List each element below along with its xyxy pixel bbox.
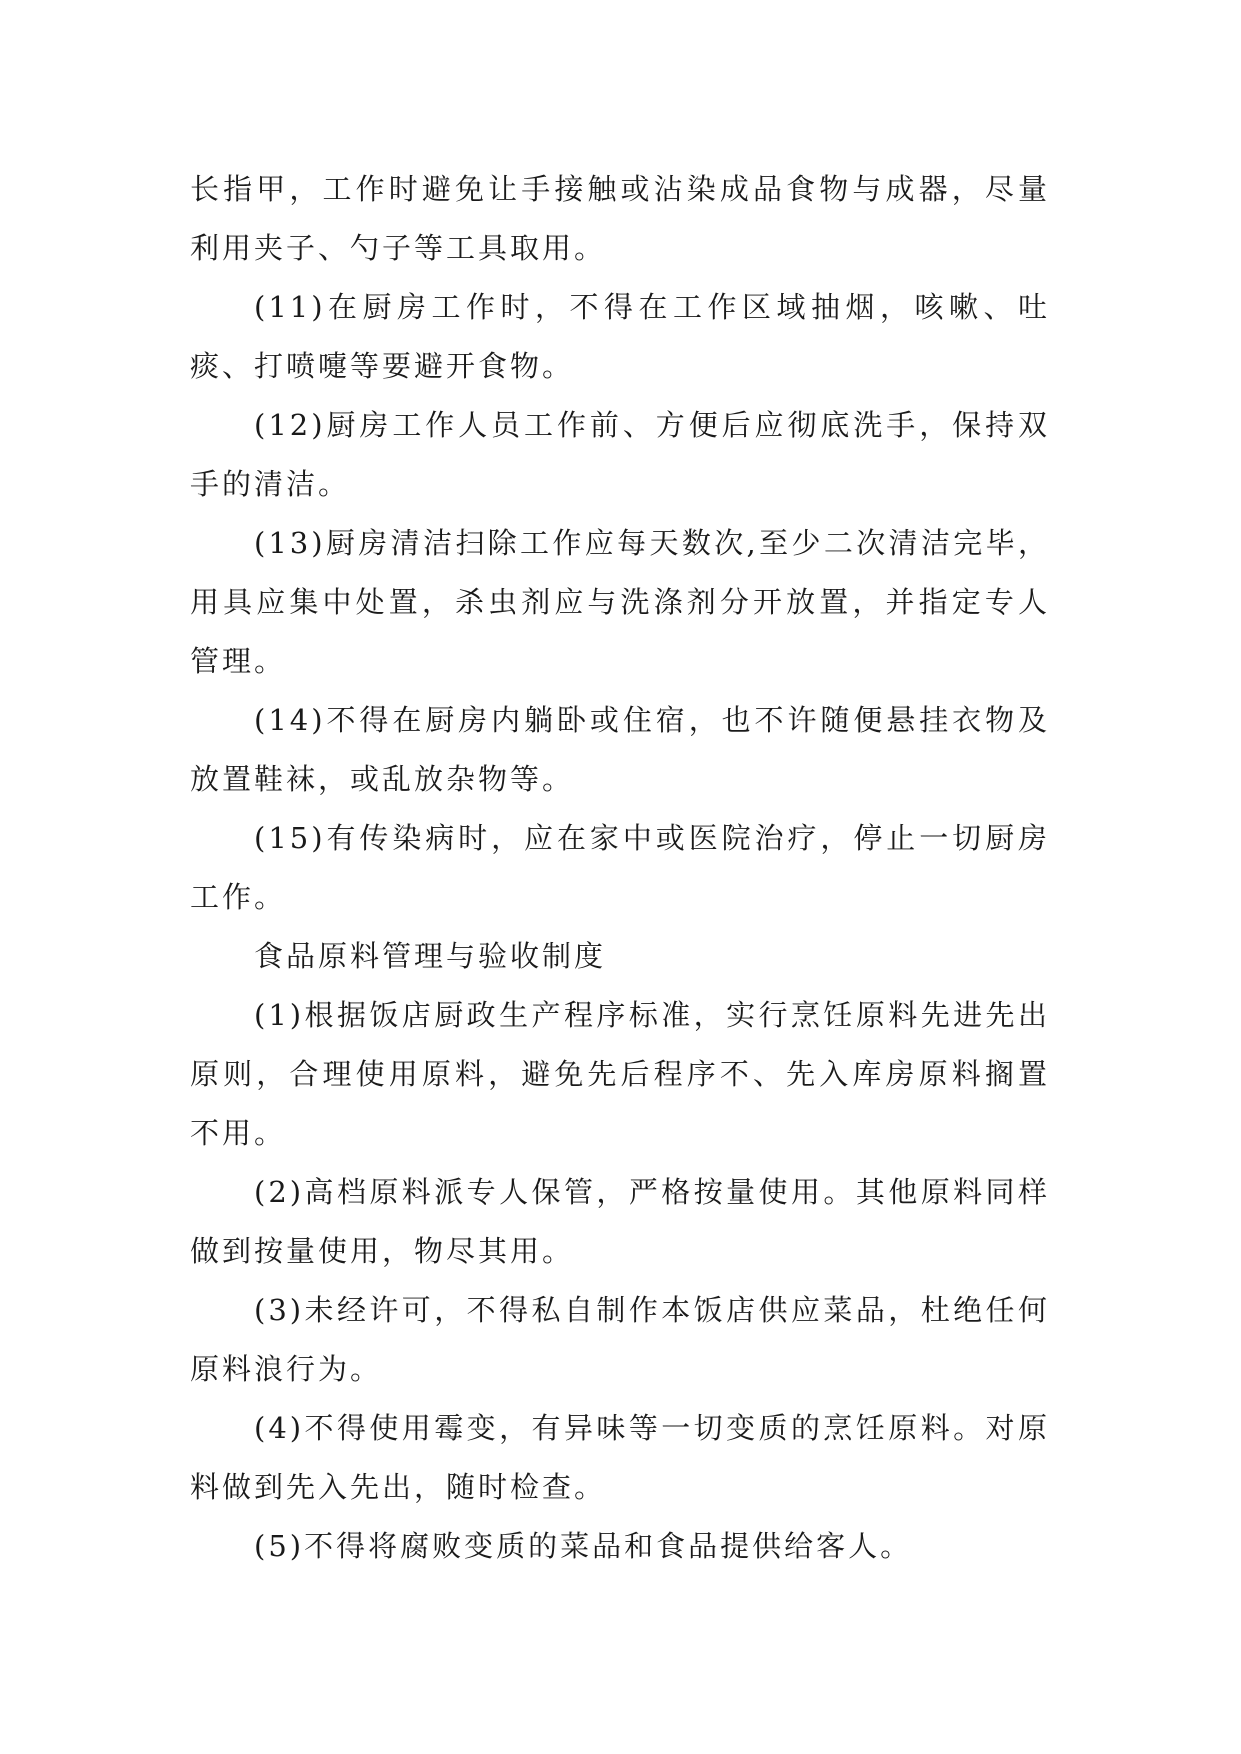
paragraph-10: (4)不得使用霉变，有异味等一切变质的烹饪原料。对原料做到先入先出，随时检查。 bbox=[190, 1411, 1050, 1504]
paragraph-3: (12)厨房工作人员工作前、方便后应彻底洗手，保持双手的清洁。 bbox=[190, 408, 1050, 501]
paragraph-9: (3)未经许可，不得私自制作本饭店供应菜品，杜绝任何原料浪行为。 bbox=[190, 1293, 1050, 1386]
paragraph-8: (2)高档原料派专人保管，严格按量使用。其他原料同样做到按量使用，物尽其用。 bbox=[190, 1175, 1050, 1268]
paragraph-6: (15)有传染病时，应在家中或医院治疗，停止一切厨房工作。 bbox=[190, 821, 1050, 914]
paragraph-5: (14)不得在厨房内躺卧或住宿，也不许随便悬挂衣物及放置鞋袜，或乱放杂物等。 bbox=[190, 703, 1050, 796]
paragraph-1: 长指甲，工作时避免让手接触或沾染成品食物与成器，尽量利用夹子、勺子等工具取用。 bbox=[190, 172, 1050, 265]
document-body bbox=[190, 160, 1050, 1576]
paragraph-7: (1)根据饭店厨政生产程序标准，实行烹饪原料先进先出原则，合理使用原料，避免先后程序不、先入库房原料搁置不用。 bbox=[190, 998, 1050, 1150]
paragraph-11: (5)不得将腐败变质的菜品和食品提供给客人。 bbox=[254, 1529, 913, 1563]
paragraph-4: (13)厨房清洁扫除工作应每天数次,至少二次清洁完毕，用具应集中处置，杀虫剂应与洗涤剂分开放置，并指定专人管理。 bbox=[190, 526, 1050, 678]
paragraph-2: (11)在厨房工作时，不得在工作区域抽烟，咳嗽、吐痰、打喷嚏等要避开食物。 bbox=[190, 290, 1050, 383]
section-heading: 食品原料管理与验收制度 bbox=[254, 939, 607, 973]
